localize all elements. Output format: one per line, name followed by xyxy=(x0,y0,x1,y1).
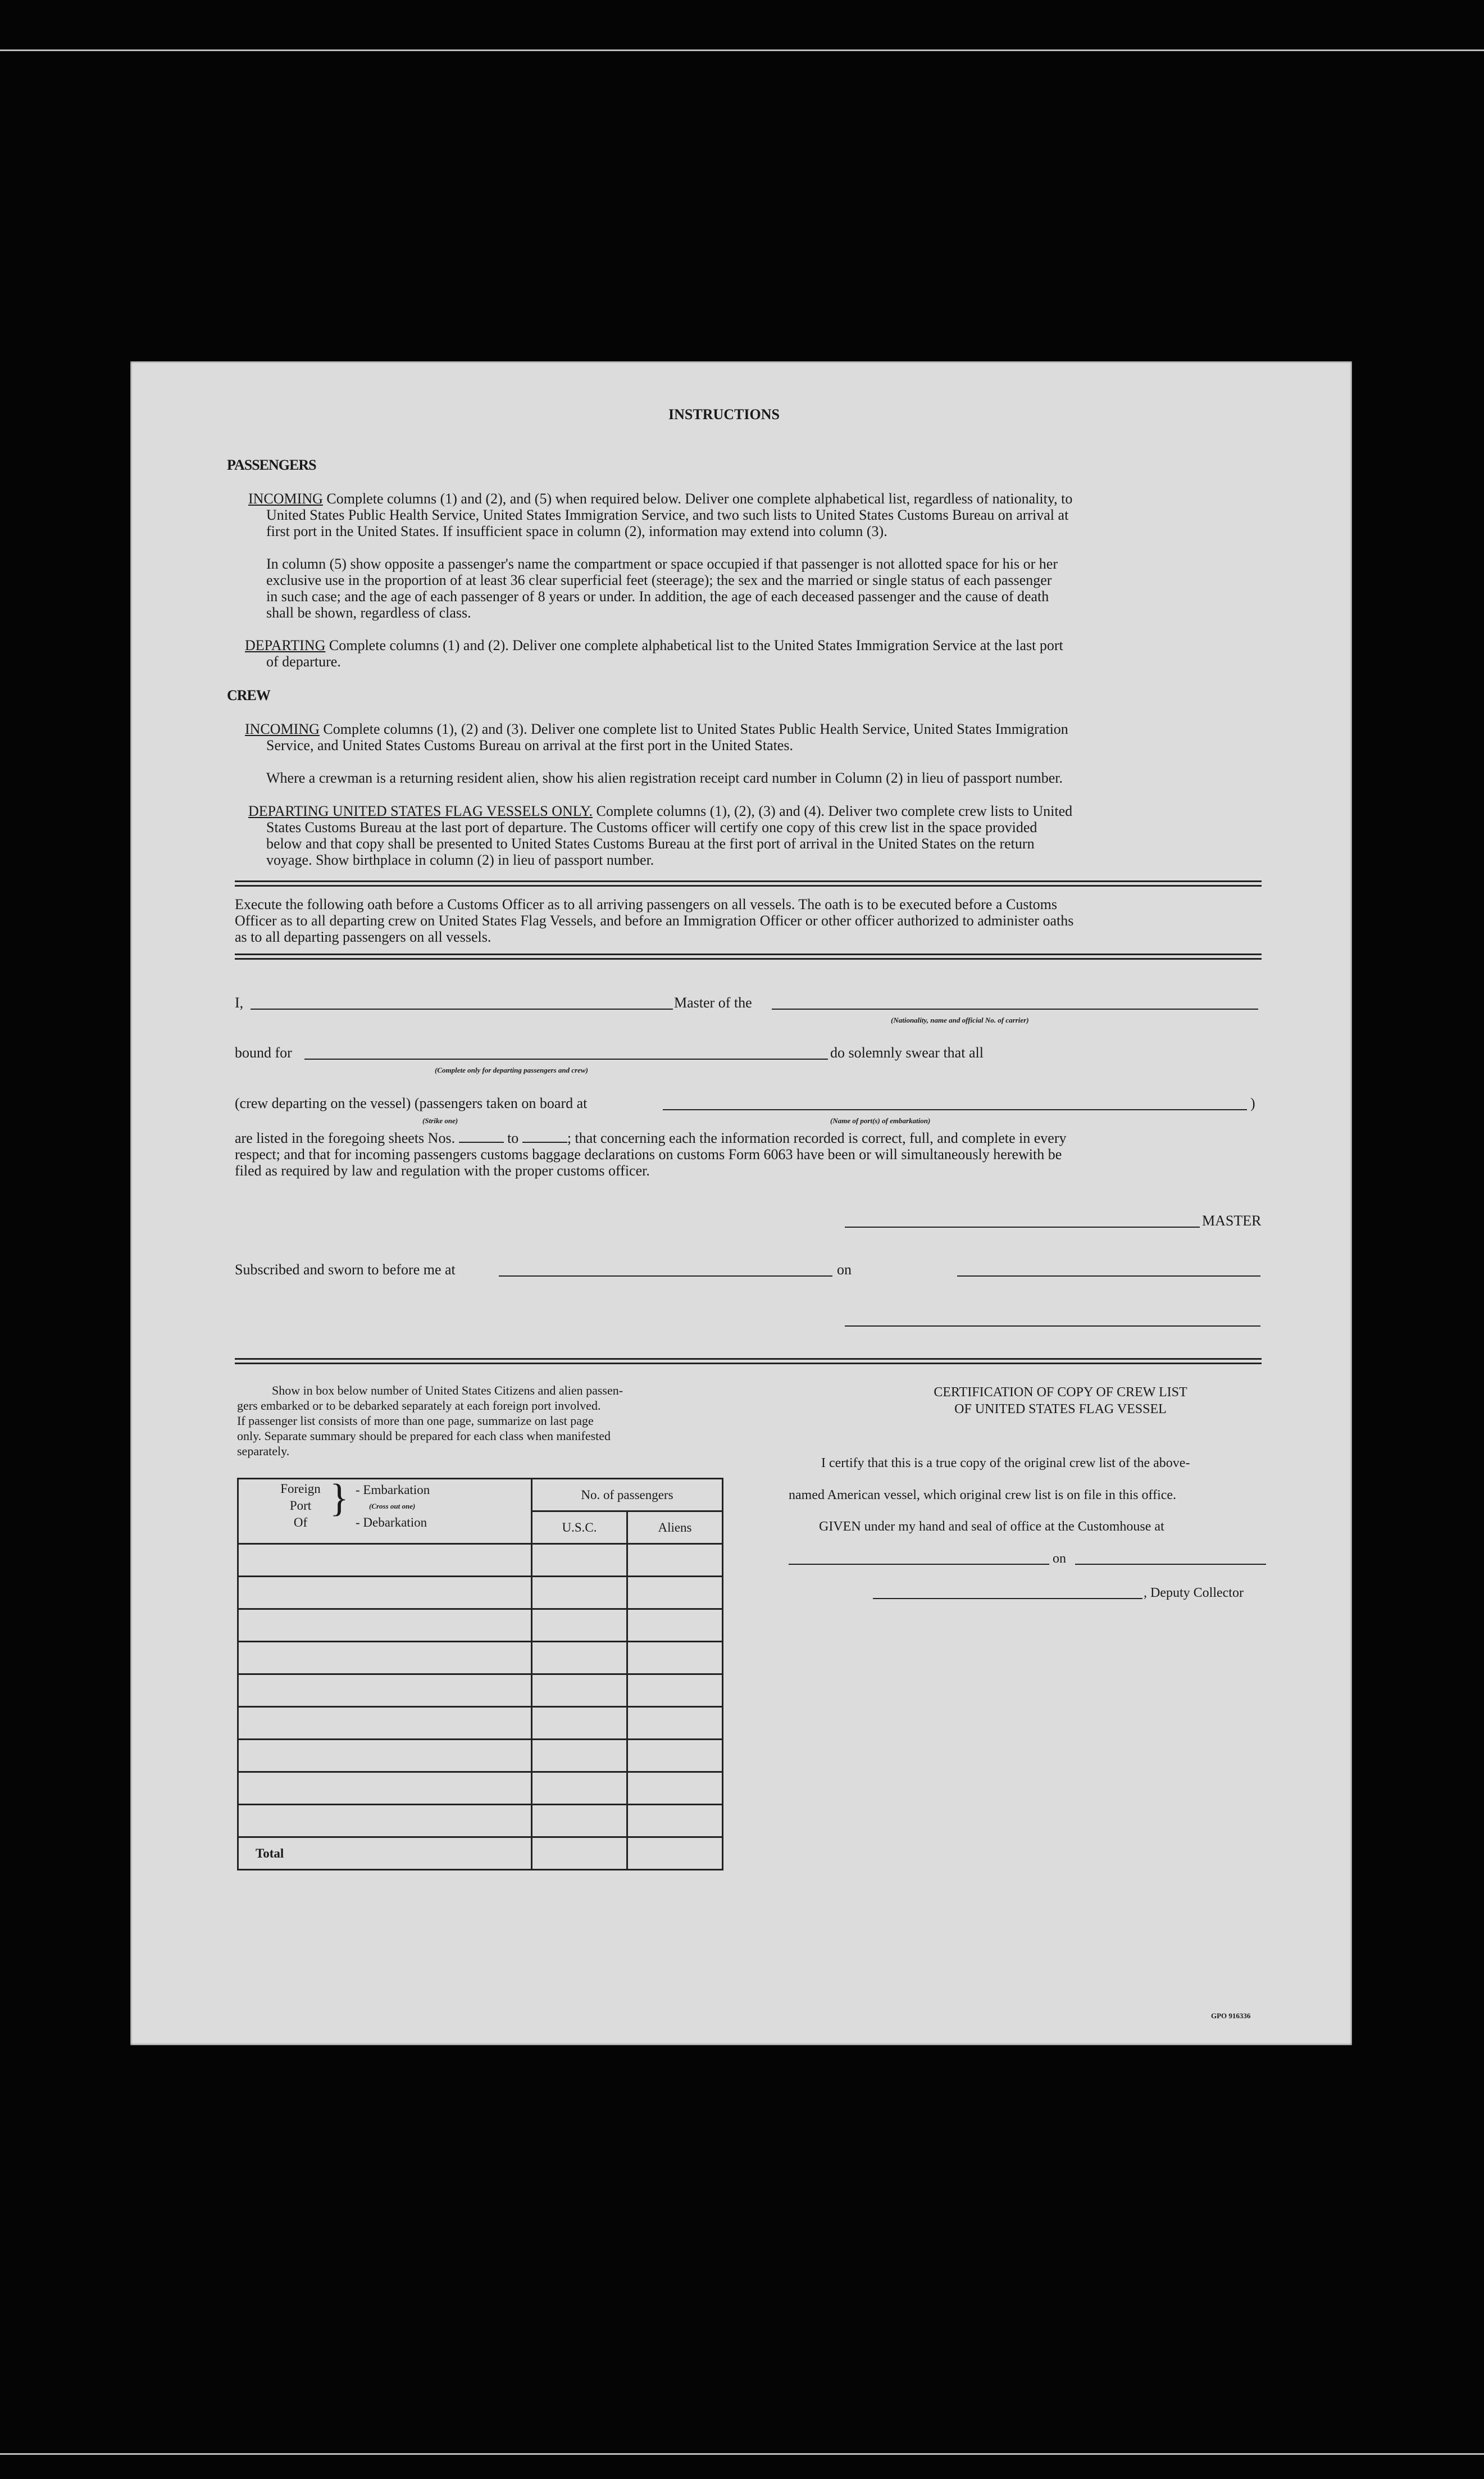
divider xyxy=(235,954,1262,960)
oath-note-line2: Officer as to all departing crew on United States Flag Vessels, and before an Immigration Officer or other officer authorized to administer oaths xyxy=(235,912,1074,929)
crew-incoming-line2: Service, and United States Customs Bureau on arrival at the first port in the United States. xyxy=(266,737,793,753)
deputy-collector-label: , Deputy Collector xyxy=(1144,1586,1244,1600)
table-row xyxy=(238,1772,723,1805)
certification-line1: I certify that this is a true copy of the original crew list of the above- xyxy=(821,1456,1190,1470)
on-label: on xyxy=(837,1261,852,1278)
carrier-field[interactable] xyxy=(772,1009,1258,1010)
incoming-label: INCOMING xyxy=(248,491,323,507)
passengers-departing: DEPARTING Complete columns (1) and (2). Deliver one complete alphabetical list to the United States Immigration Service at the last port xyxy=(245,637,1063,653)
certification-title: CERTIFICATION OF COPY OF CREW LIST OF UNITED STATES FLAG VESSEL xyxy=(934,1385,1187,1416)
divider xyxy=(235,880,1262,887)
strike-caption: (Strike one) xyxy=(422,1116,458,1125)
table-row xyxy=(238,1805,723,1837)
bound-caption: (Complete only for departing passengers and crew) xyxy=(435,1066,588,1074)
form-page xyxy=(130,361,1352,2045)
col5-line4: shall be shown, regardless of class. xyxy=(266,605,471,621)
total-label: Total xyxy=(238,1837,532,1870)
page-title: INSTRUCTIONS xyxy=(668,406,780,423)
sworn-date-field[interactable] xyxy=(957,1275,1260,1277)
sheet-from-field[interactable] xyxy=(459,1142,504,1143)
aliens-header: Aliens xyxy=(627,1511,722,1544)
table-row xyxy=(238,1642,723,1674)
crew-departing: DEPARTING UNITED STATES FLAG VESSELS ONLY. Complete columns (1), (2), (3) and (4). Deliver two complete crew lists to United xyxy=(248,803,1073,819)
master-name-field[interactable] xyxy=(251,1009,673,1010)
table-row xyxy=(238,1707,723,1740)
oath-line3: filed as required by law and regulation with the proper customs officer. xyxy=(235,1163,650,1179)
summary-line1: Show in box below number of United States Citizens and alien passen- xyxy=(272,1383,623,1397)
bound-for-label: bound for xyxy=(235,1045,292,1061)
passengers-departing-line2: of departure. xyxy=(266,653,341,670)
official-signature-field[interactable] xyxy=(845,1325,1260,1327)
table-row xyxy=(238,1544,723,1577)
swear-text: do solemnly swear that all xyxy=(830,1045,984,1061)
table-row xyxy=(238,1577,723,1609)
summary-line4: only. Separate summary should be prepared for each class when manifested xyxy=(237,1429,611,1443)
brace-glyph: } xyxy=(330,1477,349,1520)
sheet-to-field[interactable] xyxy=(522,1142,567,1143)
oath-note-line1: Execute the following oath before a Customs Officer as to all arriving passengers on all vessels. The oath is to be executed before a Customs xyxy=(235,896,1058,912)
customhouse-field[interactable] xyxy=(789,1564,1049,1565)
master-of-the-label: Master of the xyxy=(674,995,752,1011)
oath-line2: respect; and that for incoming passengers customs baggage declarations on customs Form 6063 have been or will simultaneously herewith be xyxy=(235,1146,1062,1163)
crew-departing-line2: States Customs Bureau at the last port of departure. The Customs officer will certify one copy of this crew list in the space provided xyxy=(266,819,1037,836)
crew-departing-line3: below and that copy shall be presented to United States Customs Bureau at the first port of arrival in the United States on the return xyxy=(266,836,1035,852)
certification-line2: named American vessel, which original crew list is on file in this office. xyxy=(789,1488,1177,1502)
certification-date-field[interactable] xyxy=(1075,1564,1266,1565)
col5-line2: exclusive use in the proportion of at least 36 clear superficial feet (steerage); the sex and the married or single status of each passenger xyxy=(266,572,1052,588)
embarkation-ports-field[interactable] xyxy=(663,1109,1247,1110)
master-label: MASTER xyxy=(1202,1213,1262,1229)
ports-caption: (Name of port(s) of embarkation) xyxy=(830,1116,931,1125)
nationality-caption: (Nationality, name and official No. of carrier) xyxy=(891,1016,1029,1024)
bound-for-field[interactable] xyxy=(304,1059,828,1060)
certification-line3: GIVEN under my hand and seal of office at the Customhouse at xyxy=(819,1519,1164,1534)
deputy-signature-field[interactable] xyxy=(873,1598,1142,1599)
passengers-incoming-line3: first port in the United States. If insufficient space in column (2), information may extend into column (3). xyxy=(266,523,887,539)
crew-incoming: INCOMING Complete columns (1), (2) and (3). Deliver one complete list to United States Public Health Service, United States Immigration xyxy=(245,721,1068,737)
total-usc-cell[interactable] xyxy=(531,1837,627,1870)
passengers-incoming-line2: United States Public Health Service, United States Immigration Service, and two such lists to United States Customs Bureau on arrival at xyxy=(266,507,1069,523)
crew-departing-line4: voyage. Show birthplace in column (2) in lieu of passport number. xyxy=(266,852,654,868)
usc-header: U.S.C. xyxy=(531,1511,627,1544)
summary-line2: gers embarked or to be debarked separately at each foreign port involved. xyxy=(237,1399,601,1413)
col5-line1: In column (5) show opposite a passenger's name the compartment or space occupied if that passenger is not allotted space for his or her xyxy=(266,556,1058,572)
passengers-incoming: INCOMING Complete columns (1) and (2), and (5) when required below. Deliver one complete alphabetical list, regardless of nationality, to xyxy=(248,491,1073,507)
table-row xyxy=(238,1740,723,1772)
crew-resident-line: Where a crewman is a returning resident alien, show his alien registration receipt card number in Column (2) in lieu of passport number. xyxy=(266,770,1063,786)
master-signature-field[interactable] xyxy=(845,1227,1200,1228)
summary-line5: separately. xyxy=(237,1444,290,1458)
certification-on-label: on xyxy=(1053,1551,1066,1566)
crew-departing-text: (crew departing on the vessel) (passengers taken on board at xyxy=(235,1095,588,1111)
scan-edge-top xyxy=(0,49,1484,51)
total-row xyxy=(238,1837,723,1870)
passengers-heading: PASSENGERS xyxy=(227,457,316,473)
passenger-summary-table xyxy=(237,1478,723,1870)
sworn-place-field[interactable] xyxy=(499,1275,832,1277)
divider xyxy=(235,1358,1262,1364)
scan-edge-bottom xyxy=(0,2453,1484,2455)
table-row xyxy=(238,1609,723,1642)
close-paren: ) xyxy=(1250,1095,1255,1111)
table-row xyxy=(238,1674,723,1707)
total-aliens-cell[interactable] xyxy=(627,1837,722,1870)
crew-heading: CREW xyxy=(227,687,270,703)
col5-line3: in such case; and the age of each passenger of 8 years or under. In addition, the age of each deceased passenger and the cause of death xyxy=(266,588,1049,605)
summary-line3: If passenger list consists of more than one page, summarize on last page xyxy=(237,1414,594,1428)
foreign-port-header: Foreign Port Of } - Embarkation (Cross out one) - Debarkation xyxy=(238,1479,532,1544)
oath-i: I, xyxy=(235,995,244,1011)
listed-line: are listed in the foregoing sheets Nos. to ; that concerning each the information recorded is correct, full, and complete in every xyxy=(235,1130,1067,1146)
oath-note-line3: as to all departing passengers on all vessels. xyxy=(235,929,491,945)
gpo-code: GPO 916336 xyxy=(1211,2012,1251,2020)
subscribed-label: Subscribed and sworn to before me at xyxy=(235,1261,456,1278)
no-passengers-header: No. of passengers xyxy=(531,1479,722,1511)
